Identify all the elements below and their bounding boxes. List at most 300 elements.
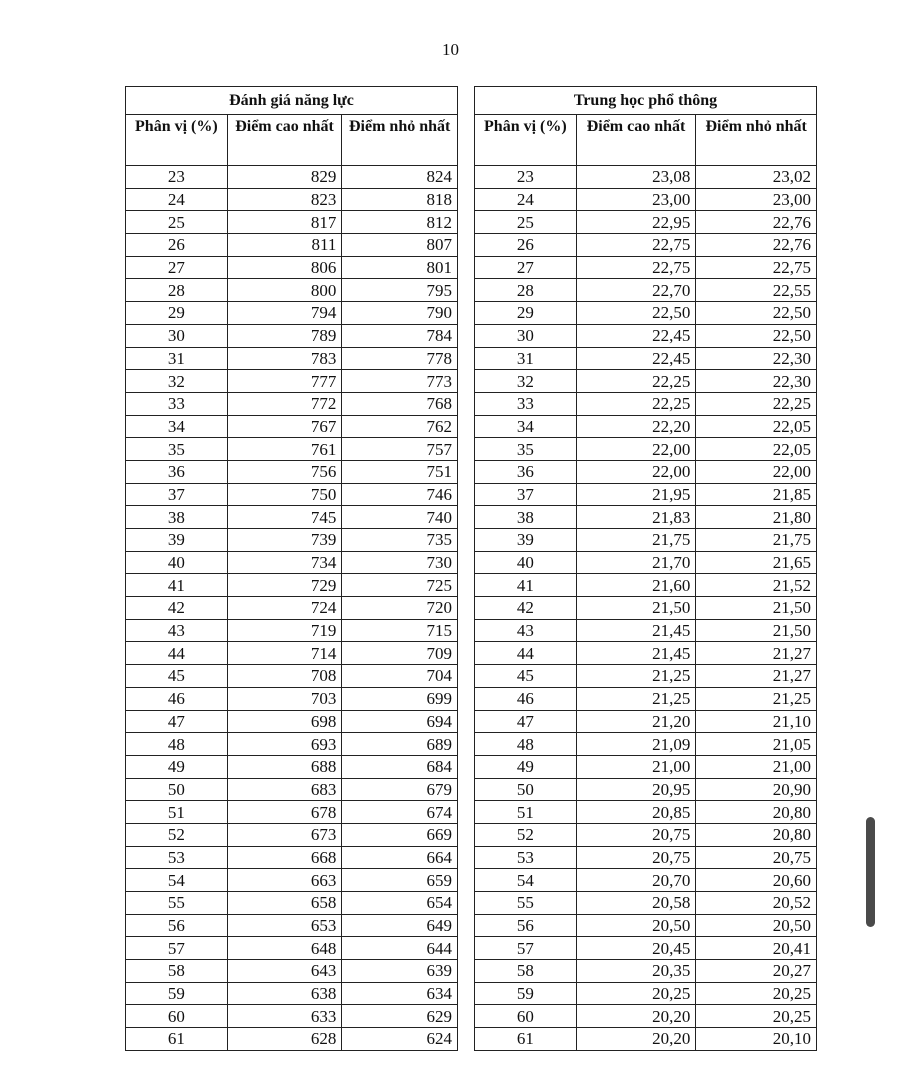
max-score-cell: 756 (227, 460, 342, 483)
table-row (475, 869, 817, 892)
max-score-cell: 698 (227, 710, 342, 733)
min-score-cell: 795 (342, 279, 458, 302)
table-row (475, 892, 817, 915)
min-score-cell: 21,52 (696, 574, 817, 597)
table-row (126, 483, 458, 506)
min-score-cell: 818 (342, 188, 458, 211)
max-score-cell: 823 (227, 188, 342, 211)
min-score-cell: 762 (342, 415, 458, 438)
min-score-cell: 715 (342, 619, 458, 642)
percentile-cell: 32 (475, 370, 577, 393)
table-row (475, 234, 817, 257)
table-row (126, 914, 458, 937)
column-header-percentile: Phân vị (%) (126, 115, 228, 166)
max-score-cell: 638 (227, 982, 342, 1005)
percentile-cell: 36 (475, 460, 577, 483)
percentile-cell: 47 (475, 710, 577, 733)
max-score-cell: 628 (227, 1028, 342, 1051)
max-score-cell: 693 (227, 733, 342, 756)
min-score-cell: 22,25 (696, 392, 817, 415)
table-row (126, 438, 458, 461)
min-score-cell: 20,52 (696, 892, 817, 915)
percentile-cell: 49 (475, 755, 577, 778)
table-row (126, 324, 458, 347)
max-score-cell: 633 (227, 1005, 342, 1028)
max-score-cell: 708 (227, 665, 342, 688)
min-score-cell: 824 (342, 166, 458, 189)
min-score-cell: 20,25 (696, 1005, 817, 1028)
min-score-cell: 644 (342, 937, 458, 960)
table-row (475, 574, 817, 597)
table-row (475, 733, 817, 756)
table-row (475, 211, 817, 234)
max-score-cell: 800 (227, 279, 342, 302)
max-score-cell: 729 (227, 574, 342, 597)
min-score-cell: 22,05 (696, 438, 817, 461)
percentile-cell: 34 (126, 415, 228, 438)
min-score-cell: 21,50 (696, 619, 817, 642)
min-score-cell: 709 (342, 642, 458, 665)
percentile-cell: 46 (126, 687, 228, 710)
max-score-cell: 663 (227, 869, 342, 892)
table-row (126, 188, 458, 211)
percentile-cell: 28 (475, 279, 577, 302)
min-score-cell: 20,90 (696, 778, 817, 801)
max-score-cell: 783 (227, 347, 342, 370)
table-row (126, 937, 458, 960)
min-score-cell: 801 (342, 256, 458, 279)
percentile-cell: 56 (475, 914, 577, 937)
table-row (126, 801, 458, 824)
table-row (475, 1028, 817, 1051)
table-row (475, 279, 817, 302)
table-row (475, 755, 817, 778)
table-row (126, 256, 458, 279)
table-row (475, 937, 817, 960)
min-score-cell: 684 (342, 755, 458, 778)
table-row (475, 188, 817, 211)
min-score-cell: 659 (342, 869, 458, 892)
min-score-cell: 773 (342, 370, 458, 393)
max-score-cell: 23,08 (576, 166, 696, 189)
table-row (126, 302, 458, 325)
percentile-cell: 43 (126, 619, 228, 642)
min-score-cell: 21,85 (696, 483, 817, 506)
table-row (126, 892, 458, 915)
min-score-cell: 20,50 (696, 914, 817, 937)
min-score-cell: 21,00 (696, 755, 817, 778)
percentile-cell: 34 (475, 415, 577, 438)
percentile-cell: 55 (126, 892, 228, 915)
percentile-cell: 29 (475, 302, 577, 325)
max-score-cell: 20,50 (576, 914, 696, 937)
percentile-cell: 27 (126, 256, 228, 279)
min-score-cell: 21,27 (696, 642, 817, 665)
table-row (475, 710, 817, 733)
percentile-cell: 28 (126, 279, 228, 302)
table-row (126, 665, 458, 688)
table-row (475, 551, 817, 574)
table-row (126, 279, 458, 302)
max-score-cell: 21,60 (576, 574, 696, 597)
table-title: Trung học phổ thông (475, 87, 817, 115)
min-score-cell: 740 (342, 506, 458, 529)
min-score-cell: 639 (342, 960, 458, 983)
percentile-cell: 53 (126, 846, 228, 869)
table-row (126, 415, 458, 438)
min-score-cell: 699 (342, 687, 458, 710)
min-score-cell: 704 (342, 665, 458, 688)
max-score-cell: 21,25 (576, 665, 696, 688)
max-score-cell: 794 (227, 302, 342, 325)
table-row (475, 392, 817, 415)
percentile-cell: 61 (126, 1028, 228, 1051)
max-score-cell: 22,25 (576, 392, 696, 415)
column-header-max-score: Điểm cao nhất (576, 115, 696, 166)
max-score-cell: 21,00 (576, 755, 696, 778)
max-score-cell: 22,70 (576, 279, 696, 302)
max-score-cell: 714 (227, 642, 342, 665)
max-score-cell: 829 (227, 166, 342, 189)
min-score-cell: 22,30 (696, 370, 817, 393)
min-score-cell: 746 (342, 483, 458, 506)
max-score-cell: 22,20 (576, 415, 696, 438)
column-header-max-score: Điểm cao nhất (227, 115, 342, 166)
min-score-cell: 22,05 (696, 415, 817, 438)
max-score-cell: 20,75 (576, 823, 696, 846)
percentile-cell: 53 (475, 846, 577, 869)
max-score-cell: 20,95 (576, 778, 696, 801)
table-row (126, 687, 458, 710)
table-row (475, 506, 817, 529)
min-score-cell: 22,76 (696, 234, 817, 257)
min-score-cell: 21,50 (696, 597, 817, 620)
percentile-cell: 60 (475, 1005, 577, 1028)
percentile-cell: 55 (475, 892, 577, 915)
max-score-cell: 668 (227, 846, 342, 869)
max-score-cell: 20,20 (576, 1028, 696, 1051)
min-score-cell: 751 (342, 460, 458, 483)
table-row (475, 960, 817, 983)
max-score-cell: 20,70 (576, 869, 696, 892)
min-score-cell: 730 (342, 551, 458, 574)
percentile-cell: 23 (126, 166, 228, 189)
table-row (126, 234, 458, 257)
min-score-cell: 21,10 (696, 710, 817, 733)
min-score-cell: 654 (342, 892, 458, 915)
table-row (475, 256, 817, 279)
table-row (126, 370, 458, 393)
min-score-cell: 20,27 (696, 960, 817, 983)
max-score-cell: 724 (227, 597, 342, 620)
percentile-cell: 30 (126, 324, 228, 347)
table-row (475, 438, 817, 461)
table-row (126, 778, 458, 801)
max-score-cell: 772 (227, 392, 342, 415)
max-score-cell: 22,45 (576, 324, 696, 347)
table-row (475, 347, 817, 370)
percentile-cell: 39 (126, 529, 228, 552)
table-title: Đánh giá năng lực (126, 87, 458, 115)
percentile-cell: 49 (126, 755, 228, 778)
min-score-cell: 22,30 (696, 347, 817, 370)
max-score-cell: 20,20 (576, 1005, 696, 1028)
percentile-cell: 42 (126, 597, 228, 620)
percentile-cell: 43 (475, 619, 577, 642)
table-row (475, 302, 817, 325)
percentile-cell: 51 (475, 801, 577, 824)
max-score-cell: 21,20 (576, 710, 696, 733)
min-score-cell: 674 (342, 801, 458, 824)
max-score-cell: 761 (227, 438, 342, 461)
table-row (126, 755, 458, 778)
percentile-cell: 41 (475, 574, 577, 597)
max-score-cell: 688 (227, 755, 342, 778)
table-row (126, 211, 458, 234)
table-row (126, 1028, 458, 1051)
percentile-cell: 61 (475, 1028, 577, 1051)
table-row (126, 392, 458, 415)
max-score-cell: 20,35 (576, 960, 696, 983)
table-row (126, 506, 458, 529)
min-score-cell: 23,00 (696, 188, 817, 211)
min-score-cell: 624 (342, 1028, 458, 1051)
min-score-cell: 778 (342, 347, 458, 370)
percentile-cell: 57 (475, 937, 577, 960)
percentile-cell: 37 (475, 483, 577, 506)
percentile-cell: 26 (126, 234, 228, 257)
percentile-cell: 25 (475, 211, 577, 234)
max-score-cell: 20,75 (576, 846, 696, 869)
min-score-cell: 20,80 (696, 823, 817, 846)
max-score-cell: 750 (227, 483, 342, 506)
min-score-cell: 679 (342, 778, 458, 801)
percentile-cell: 47 (126, 710, 228, 733)
min-score-cell: 664 (342, 846, 458, 869)
table-row (475, 982, 817, 1005)
max-score-cell: 20,45 (576, 937, 696, 960)
max-score-cell: 734 (227, 551, 342, 574)
percentile-cell: 24 (126, 188, 228, 211)
max-score-cell: 806 (227, 256, 342, 279)
table-row (126, 733, 458, 756)
min-score-cell: 629 (342, 1005, 458, 1028)
max-score-cell: 21,70 (576, 551, 696, 574)
max-score-cell: 21,45 (576, 619, 696, 642)
min-score-cell: 23,02 (696, 166, 817, 189)
max-score-cell: 678 (227, 801, 342, 824)
min-score-cell: 21,27 (696, 665, 817, 688)
min-score-cell: 720 (342, 597, 458, 620)
table-row (126, 960, 458, 983)
percentile-cell: 44 (475, 642, 577, 665)
min-score-cell: 21,65 (696, 551, 817, 574)
percentile-cell: 41 (126, 574, 228, 597)
min-score-cell: 20,80 (696, 801, 817, 824)
scrollbar[interactable] (866, 817, 875, 927)
percentile-cell: 45 (126, 665, 228, 688)
min-score-cell: 20,25 (696, 982, 817, 1005)
min-score-cell: 807 (342, 234, 458, 257)
table-body (475, 166, 817, 1051)
min-score-cell: 634 (342, 982, 458, 1005)
percentile-cell: 33 (126, 392, 228, 415)
table-row (475, 483, 817, 506)
percentile-cell: 40 (475, 551, 577, 574)
column-header-percentile: Phân vị (%) (475, 115, 577, 166)
percentile-cell: 54 (126, 869, 228, 892)
table-row (475, 642, 817, 665)
max-score-cell: 22,45 (576, 347, 696, 370)
max-score-cell: 21,75 (576, 529, 696, 552)
percentile-cell: 38 (475, 506, 577, 529)
table-row (475, 665, 817, 688)
percentile-cell: 25 (126, 211, 228, 234)
max-score-cell: 21,95 (576, 483, 696, 506)
table-row (475, 778, 817, 801)
min-score-cell: 21,05 (696, 733, 817, 756)
column-header-min-score: Điểm nhỏ nhất (342, 115, 458, 166)
percentile-cell: 27 (475, 256, 577, 279)
max-score-cell: 745 (227, 506, 342, 529)
min-score-cell: 20,60 (696, 869, 817, 892)
table-row (475, 1005, 817, 1028)
percentile-cell: 48 (126, 733, 228, 756)
table-danh-gia-nang-luc (125, 86, 458, 1051)
percentile-cell: 26 (475, 234, 577, 257)
table-row (475, 324, 817, 347)
max-score-cell: 643 (227, 960, 342, 983)
max-score-cell: 22,75 (576, 256, 696, 279)
table-row (126, 846, 458, 869)
min-score-cell: 22,75 (696, 256, 817, 279)
min-score-cell: 20,41 (696, 937, 817, 960)
min-score-cell: 735 (342, 529, 458, 552)
percentile-cell: 45 (475, 665, 577, 688)
percentile-cell: 36 (126, 460, 228, 483)
table-row (475, 460, 817, 483)
table-row (126, 642, 458, 665)
percentile-cell: 59 (475, 982, 577, 1005)
percentile-cell: 35 (126, 438, 228, 461)
min-score-cell: 22,50 (696, 302, 817, 325)
percentile-cell: 35 (475, 438, 577, 461)
table-row (475, 415, 817, 438)
percentile-cell: 29 (126, 302, 228, 325)
max-score-cell: 719 (227, 619, 342, 642)
percentile-cell: 39 (475, 529, 577, 552)
percentile-cell: 52 (475, 823, 577, 846)
percentile-cell: 50 (126, 778, 228, 801)
table-row (126, 529, 458, 552)
percentile-cell: 42 (475, 597, 577, 620)
max-score-cell: 648 (227, 937, 342, 960)
percentile-cell: 58 (475, 960, 577, 983)
max-score-cell: 739 (227, 529, 342, 552)
percentile-cell: 56 (126, 914, 228, 937)
max-score-cell: 22,00 (576, 460, 696, 483)
min-score-cell: 694 (342, 710, 458, 733)
percentile-cell: 30 (475, 324, 577, 347)
table-row (126, 597, 458, 620)
min-score-cell: 812 (342, 211, 458, 234)
max-score-cell: 703 (227, 687, 342, 710)
percentile-cell: 33 (475, 392, 577, 415)
percentile-cell: 57 (126, 937, 228, 960)
percentile-cell: 60 (126, 1005, 228, 1028)
table-row (126, 710, 458, 733)
max-score-cell: 22,95 (576, 211, 696, 234)
percentile-cell: 40 (126, 551, 228, 574)
max-score-cell: 658 (227, 892, 342, 915)
table-row (475, 687, 817, 710)
table-row (475, 914, 817, 937)
percentile-cell: 38 (126, 506, 228, 529)
max-score-cell: 21,25 (576, 687, 696, 710)
max-score-cell: 22,75 (576, 234, 696, 257)
table-row (475, 370, 817, 393)
max-score-cell: 673 (227, 823, 342, 846)
max-score-cell: 21,45 (576, 642, 696, 665)
min-score-cell: 784 (342, 324, 458, 347)
max-score-cell: 21,83 (576, 506, 696, 529)
percentile-cell: 31 (475, 347, 577, 370)
table-row (126, 823, 458, 846)
percentile-cell: 37 (126, 483, 228, 506)
min-score-cell: 22,55 (696, 279, 817, 302)
percentile-cell: 46 (475, 687, 577, 710)
max-score-cell: 21,09 (576, 733, 696, 756)
percentile-cell: 59 (126, 982, 228, 1005)
table-row (475, 529, 817, 552)
max-score-cell: 683 (227, 778, 342, 801)
max-score-cell: 21,50 (576, 597, 696, 620)
max-score-cell: 767 (227, 415, 342, 438)
percentile-cell: 32 (126, 370, 228, 393)
min-score-cell: 21,25 (696, 687, 817, 710)
table-row (475, 597, 817, 620)
percentile-cell: 31 (126, 347, 228, 370)
table-row (475, 166, 817, 189)
percentile-cell: 24 (475, 188, 577, 211)
percentile-cell: 58 (126, 960, 228, 983)
max-score-cell: 789 (227, 324, 342, 347)
percentile-cell: 54 (475, 869, 577, 892)
max-score-cell: 23,00 (576, 188, 696, 211)
max-score-cell: 653 (227, 914, 342, 937)
table-row (475, 619, 817, 642)
min-score-cell: 22,50 (696, 324, 817, 347)
table-row (126, 574, 458, 597)
percentile-cell: 52 (126, 823, 228, 846)
min-score-cell: 22,76 (696, 211, 817, 234)
page-number: 10 (442, 40, 459, 59)
min-score-cell: 790 (342, 302, 458, 325)
table-body (126, 166, 458, 1051)
table-row (475, 846, 817, 869)
min-score-cell: 768 (342, 392, 458, 415)
max-score-cell: 20,85 (576, 801, 696, 824)
max-score-cell: 811 (227, 234, 342, 257)
table-row (126, 982, 458, 1005)
percentile-cell: 23 (475, 166, 577, 189)
column-header-min-score: Điểm nhỏ nhất (696, 115, 817, 166)
min-score-cell: 20,10 (696, 1028, 817, 1051)
max-score-cell: 817 (227, 211, 342, 234)
table-row (126, 460, 458, 483)
table-row (126, 1005, 458, 1028)
min-score-cell: 725 (342, 574, 458, 597)
